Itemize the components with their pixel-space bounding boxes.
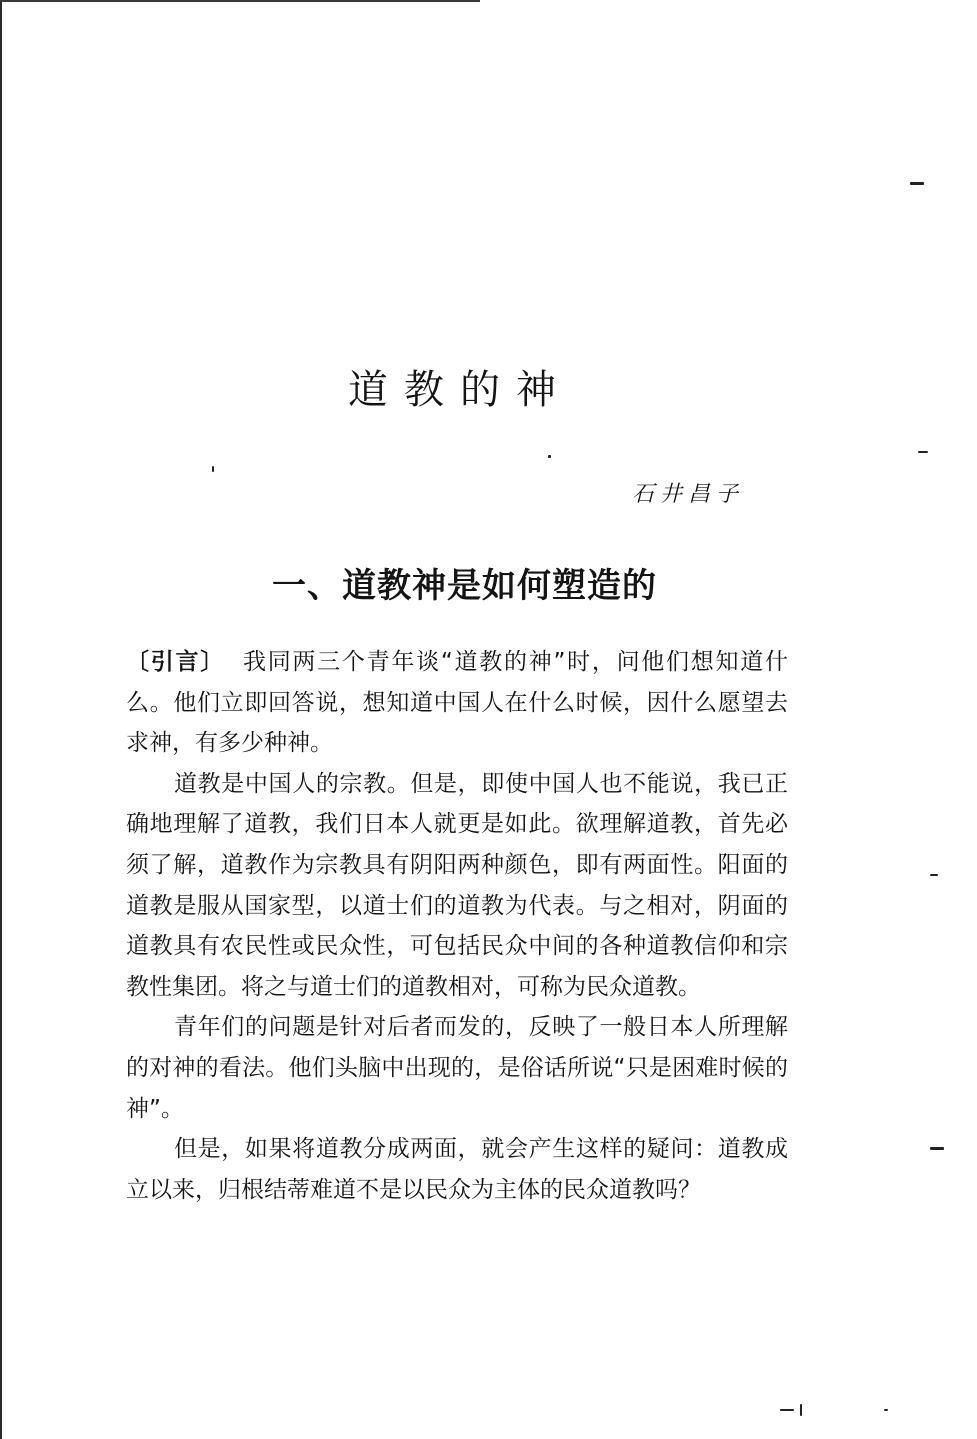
scan-edge-left [0, 0, 2, 1439]
scan-speck [800, 1404, 802, 1416]
scan-speck [930, 874, 938, 876]
paragraph-text: 我同两三个青年谈“道教的神”时，问他们想知道什么。他们立即回答说，想知道中国人在什么时候，因什么愿望去求神，有多少种神。 [126, 649, 788, 757]
scan-speck [918, 451, 928, 453]
document-title: 道教的神 [348, 367, 572, 413]
paragraph: 但是，如果将道教分成两面，就会产生这样的疑问：道教成立以来，归根结蒂难道不是以民众为主体的民众道教吗？ [126, 1136, 788, 1203]
scan-speck [548, 455, 551, 458]
scan-speck [884, 1409, 888, 1411]
scan-speck [910, 182, 924, 185]
section-heading: 一、道教神是如何塑造的 [272, 566, 657, 606]
body-text [126, 642, 788, 1210]
scan-speck [930, 1147, 944, 1150]
paragraph: 道教是中国人的宗教。但是，即使中国人也不能说，我已正确地理解了道教，我们日本人就更是如此。欲理解道教，首先必须了解，道教作为宗教具有阴阳两种颜色，即有两面性。阳面的道教是服从国家型，以道士们的道教为代表。与之相对，阴面的道教具有农民性或民众性，可包括民众中间的各种道教信仰和宗教性集团。将之与道士们的道教相对，可称为民众道教。 [126, 770, 788, 1000]
lead-label: 〔引言〕 [126, 649, 225, 675]
author-name: 石井昌子 [632, 482, 745, 507]
paragraph-intro [126, 642, 788, 764]
paragraph: 青年们的问题是针对后者而发的，反映了一般日本人所理解的对神的看法。他们头脑中出现的，是俗话所说“只是困难时候的神”。 [126, 1014, 788, 1122]
scan-speck [780, 1409, 794, 1411]
scan-speck [212, 466, 214, 472]
scan-edge-top [0, 0, 480, 2]
